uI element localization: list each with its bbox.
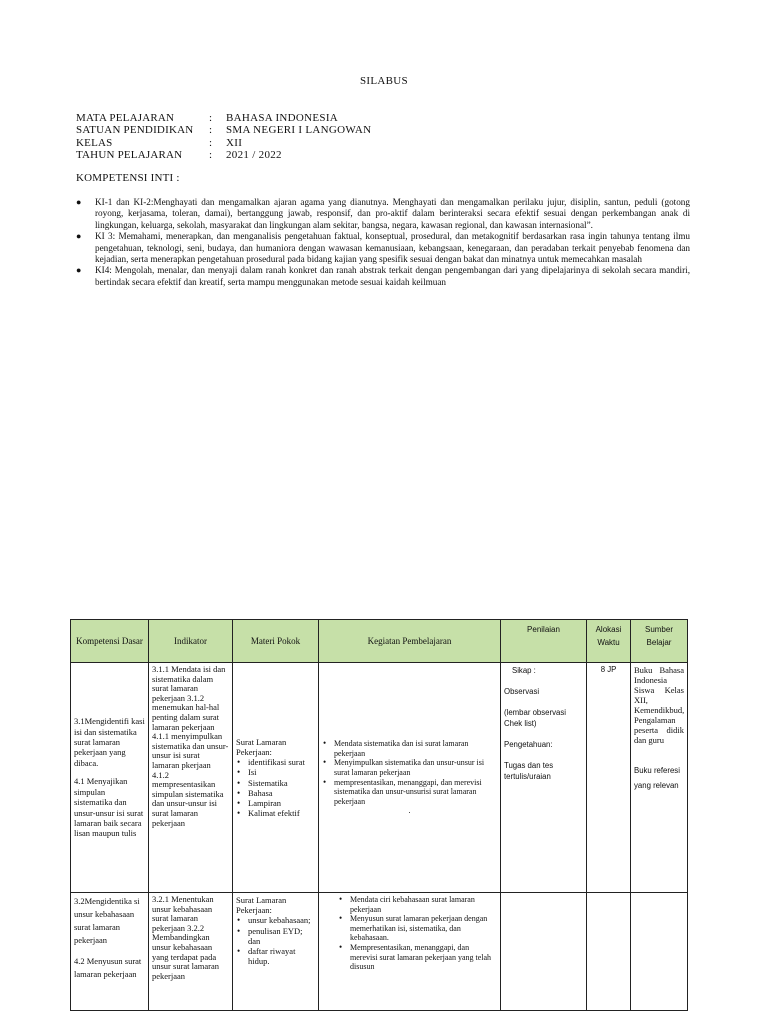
meta-value: XII <box>226 136 243 149</box>
meta-value: SMA NEGERI I LANGOWAN <box>226 124 372 137</box>
list-item: • unsur kebahasaan; <box>236 915 315 925</box>
cell-kompetensi-dasar <box>71 663 149 893</box>
meta-colon: : <box>209 124 213 137</box>
penilaian-sikap: Sikap : <box>512 666 536 675</box>
kegiatan-dot: . <box>408 806 411 816</box>
kegiatan-list <box>322 739 497 806</box>
cell-materi-pokok <box>233 663 319 893</box>
kompetensi-inti-heading: KOMPETENSI INTI : <box>76 172 180 184</box>
sumber-referensi: Buku referesi yang relevan <box>634 766 680 790</box>
materi-list <box>236 757 315 818</box>
list-item: • mempresentasikan, menanggapi, dan merevisi sistematika dan unsur-unsurisi surat lamaran pekerjaan <box>322 778 497 807</box>
kd-skill: 4.2 Menyusun surat lamaran pekerjaan <box>74 956 142 979</box>
meta-row-subject <box>76 112 371 124</box>
header-sumber-belajar: Sumber Belajar <box>631 620 688 663</box>
meta-colon: : <box>209 112 213 124</box>
penilaian-lembar: (lembar observasi Chek list) <box>504 708 566 728</box>
ki-item <box>76 265 690 288</box>
meta-colon: : <box>209 149 213 162</box>
meta-value: BAHASA INDONESIA <box>226 112 339 124</box>
list-item: • Sistematika <box>236 778 315 788</box>
bullet-icon: ● <box>76 197 82 207</box>
ki-item-text: KI4: Mengolah, menalar, dan menyaji dalam ranah konkret dan ranah abstrak terkait dengan pengembangan dari yang dipelajarinya di sekolah secara mandiri, bertindak secara efektif dan kreatif, serta mampu menggunakan metode sesuai kaidah keilmuan <box>95 265 690 287</box>
materi-list <box>236 915 315 966</box>
list-item: • penulisan EYD; dan <box>236 926 315 946</box>
ki-item-text: KI-1 dan KI-2:Menghayati dan mengamalkan ajaran agama yang dianutnya. Menghayati dan mengamalkan perilaku jujur, disiplin, santun, peduli (gotong royong, kerjasama, toleran, damai), bertanggung jawab, responsif, dan pro-aktif dalam berinteraksi secara efektif sesuai dengan perkembangan anak di lingkungan, keluarga, sekolah, masyarakat dan lingkungan alam sekitar, bangsa, negara, kawasan regional, dan kawasan internasional”. <box>95 197 690 230</box>
ki-item <box>76 231 690 265</box>
bullet-icon: ● <box>76 265 82 276</box>
cell-sumber-belajar <box>631 893 688 1011</box>
materi-title: Surat Lamaran Pekerjaan: <box>236 895 287 916</box>
ki-item-text: KI 3: Memahami, menerapkan, dan menganalisis pengetahuan faktual, konseptual, prosedural, dan metakognitif berdasarkan rasa ingin tahunya tentang ilmu pengetahuan, teknologi, seni, budaya, dan humaniora dengan wawasan kemanusiaan, kebangsaan, kenegaraan, dan peradaban terkait penyebab fenomena dan kejadian, serta menerapkan pengetahuan prosedural pada bidang kajian yang spesifik sesuai dengan bakat dan minatnya untuk memecahkan masalah <box>95 231 690 265</box>
penilaian-observasi: Observasi <box>504 687 540 696</box>
cell-kegiatan <box>319 893 501 1011</box>
list-item: • Menyimpulkan sistematika dan unsur-unsur isi surat lamaran pekerjaan <box>322 758 497 777</box>
list-item: • Kalimat efektif <box>236 808 315 818</box>
cell-kompetensi-dasar <box>71 893 149 1011</box>
list-item: • Bahasa <box>236 788 315 798</box>
list-item: • identifikasi surat <box>236 757 315 767</box>
header-materi-pokok: Materi Pokok <box>233 620 319 663</box>
penilaian-pengetahuan: Pengetahuan: <box>504 740 553 749</box>
kd-knowledge: 3.1Mengidentifi kasi isi dan sistematika surat lamaran pekerjaan yang dibaca. <box>74 716 145 768</box>
meta-value: 2021 / 2022 <box>226 149 282 162</box>
meta-label: SATUAN PENDIDIKAN <box>76 124 194 137</box>
list-item: • Lampiran <box>236 798 315 808</box>
penilaian-tugas: Tugas dan tes tertulis/uraian <box>504 761 554 781</box>
document-title: SILABUS <box>360 75 408 87</box>
identity-block <box>76 112 371 162</box>
meta-label: KELAS <box>76 136 113 149</box>
header-indikator: Indikator <box>149 620 233 663</box>
cell-alokasi-waktu: 8 JP <box>587 663 631 893</box>
materi-title: Surat Lamaran Pekerjaan: <box>236 736 287 757</box>
meta-row-class <box>76 137 371 149</box>
header-kompetensi-dasar: Kompetensi Dasar <box>71 620 149 663</box>
header-penilaian: Penilaian <box>501 620 587 663</box>
cell-materi-pokok <box>233 893 319 1011</box>
kegiatan-list <box>322 895 497 972</box>
list-item: • Mendata ciri kebahasaan surat lamaran pekerjaan <box>338 895 497 914</box>
kd-knowledge: 3.2Mengidentika si unsur kebahasaan surat lamaran pekerjaan <box>74 896 140 945</box>
ki-item <box>76 197 690 231</box>
list-item: • Isi <box>236 767 315 777</box>
table-header-row <box>71 620 688 663</box>
syllabus-table <box>70 619 688 1011</box>
table-row <box>71 663 688 893</box>
meta-row-school <box>76 124 371 136</box>
header-alokasi-waktu: Alokasi Waktu <box>587 620 631 663</box>
cell-kegiatan <box>319 663 501 893</box>
cell-indikator: 3.2.1 Menentukan unsur kebahasaan surat lamaran pekerjaan 3.2.2 Membandingkan unsur kebahasaan yang terdapat pada unsur surat lamaran pekerjaan <box>149 893 233 1011</box>
meta-row-year <box>76 149 371 161</box>
kd-skill: 4.1 Menyajikan simpulan sistematika dan unsur-unsur isi surat lamaran baik secara lisan maupun tulis <box>74 776 144 839</box>
header-kegiatan: Kegiatan Pembelajaran <box>319 620 501 663</box>
list-item: • Mendata sistematika dan isi surat lamaran pekerjaan <box>322 739 497 758</box>
cell-sumber-belajar <box>631 663 688 893</box>
cell-indikator: 3.1.1 Mendata isi dan sistematika dalam surat lamaran pekerjaan 3.1.2 menemukan hal-hal penting dalam surat lamaran pekerjaan 4.1.1 menyimpulkan sistematika dan unsur-unsur isi surat lamaran pkerjaan 4.1.2 mempresentasikan simpulan sistematika dan unsur-unsur isi surat lamaran pekerjaan <box>149 663 233 893</box>
table-row <box>71 893 688 1011</box>
meta-colon: : <box>209 136 213 149</box>
kompetensi-inti-list <box>76 197 690 288</box>
list-item: • daftar riwayat hidup. <box>236 946 315 966</box>
list-item: • Menyusun surat lamaran pekerjaan dengan memerhatikan isi, sistematika, dan kebahasaan. <box>338 914 497 943</box>
sumber-buku: Buku Bahasa Indonesia Siswa Kelas XII, Kemendikbud, Pengalaman peserta didik dan guru <box>634 665 685 745</box>
cell-penilaian <box>501 893 587 1011</box>
list-item: • Mempresentasikan, menanggapi, dan merevisi surat lamaran pekerjaan yang telah disusun <box>338 943 497 972</box>
cell-alokasi-waktu <box>587 893 631 1011</box>
bullet-icon: ● <box>76 231 82 242</box>
meta-label: TAHUN PELAJARAN <box>76 149 183 162</box>
meta-label: MATA PELAJARAN <box>76 112 175 124</box>
cell-penilaian <box>501 663 587 893</box>
